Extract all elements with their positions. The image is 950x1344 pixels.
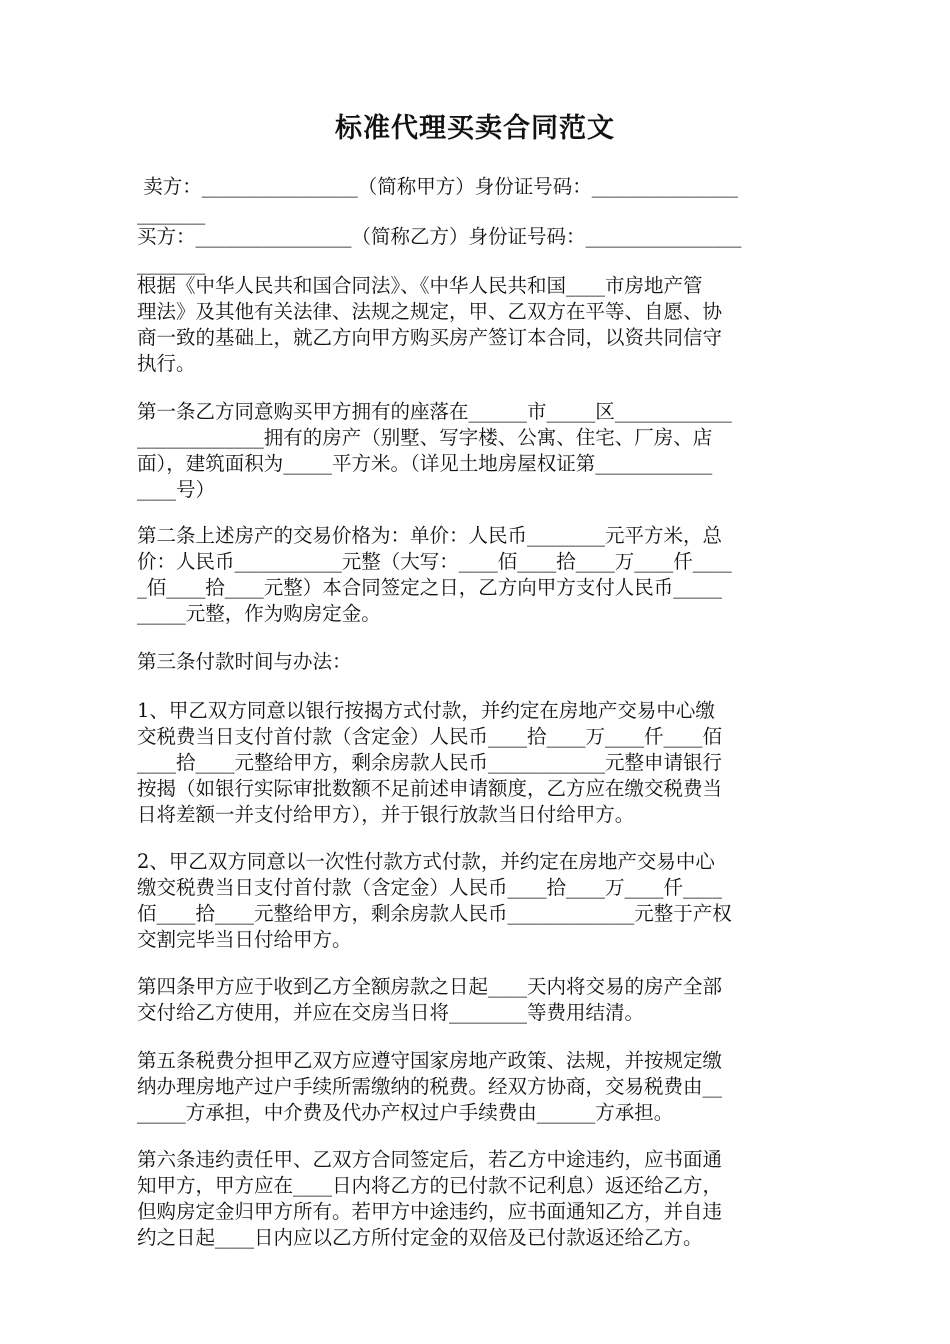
article-4-line: 第四条甲方应于收到乙方全额房款之日起____天内将交易的房产全部 [137, 975, 723, 998]
preamble-line: 商一致的基础上，就乙方向甲方购买房产签订本合同，以资共同信守 [137, 326, 723, 349]
article-2-line: _佰____拾____元整）本合同签定之日，乙方向甲方支付人民币_____ [137, 576, 723, 599]
article-5-line: 纳办理房地产过户手续所需缴纳的税费。经双方协商，交易税费由__ [137, 1075, 723, 1098]
article-3-heading: 第三条付款时间与办法： [137, 650, 352, 673]
document-title: 标准代理买卖合同范文 [335, 113, 615, 144]
seller-line: 卖方：________________（简称甲方）身份证号码：_______________ [137, 175, 738, 198]
article-3-item-1-line: 按揭（如银行实际审批数额不足前述申请额度，乙方应在缴交税费当 [137, 777, 723, 800]
article-1-line: _____________拥有的房产（别墅、写字楼、公寓、住宅、厂房、店 [137, 426, 713, 449]
article-1-line: ____号） [137, 478, 216, 501]
article-4-line: 交付给乙方使用，并应在交房当日将________等费用结清。 [137, 1001, 645, 1024]
article-6-line: 但购房定金归甲方所有。若甲方中途违约，应书面通知乙方，并自违 [137, 1200, 723, 1223]
article-5-line: _____方承担，中介费及代办产权过户手续费由______方承担。 [137, 1101, 674, 1124]
article-3-item-2-line: 交割完毕当日付给甲方。 [137, 928, 352, 951]
article-1-line: 面），建筑面积为_____平方米。（详见土地房屋权证第____________ [137, 452, 713, 475]
article-6-line: 第六条违约责任甲、乙双方合同签定后，若乙方中途违约，应书面通 [137, 1148, 723, 1171]
article-2-line: _____元整，作为购房定金。 [137, 602, 381, 625]
article-1-line: 第一条乙方同意购买甲方拥有的座落在______市_____区____________ [137, 400, 732, 423]
article-3-item-1-line: 交税费当日支付首付款（含定金）人民币____拾____万____仟____佰 [137, 725, 723, 748]
seller-line-continued: _______ [137, 202, 206, 225]
article-3-item-2-line: 缴交税费当日支付首付款（含定金）人民币____拾____万____仟____ [137, 876, 723, 899]
article-3-item-1-line: ____拾____元整给甲方，剩余房款人民币____________元整申请银行 [137, 751, 723, 774]
preamble-line: 理法》及其他有关法律、法规之规定，甲、乙双方在平等、自愿、协 [137, 300, 723, 323]
article-6-line: 知甲方，甲方应在____日内将乙方的已付款不记利息）返还给乙方， [137, 1174, 723, 1197]
article-5-line: 第五条税费分担甲乙双方应遵守国家房地产政策、法规，并按规定缴 [137, 1049, 723, 1072]
article-3-item-2-line: 佰____拾____元整给甲方，剩余房款人民币_____________元整于产权 [137, 902, 732, 925]
preamble-line: 执行。 [137, 352, 196, 375]
article-3-item-1-line: 1、甲乙双方同意以银行按揭方式付款，并约定在房地产交易中心缴 [137, 699, 715, 722]
buyer-line: 买方：________________（简称乙方）身份证号码：________________ [137, 225, 742, 248]
article-3-item-1-line: 日将差额一并支付给甲方），并于银行放款当日付给甲方。 [137, 803, 635, 826]
article-3-item-2-line: 2、甲乙双方同意以一次性付款方式付款，并约定在房地产交易中心 [137, 850, 715, 873]
article-6-line: 约之日起____日内应以乙方所付定金的双倍及已付款返还给乙方。 [137, 1226, 703, 1249]
buyer-line-continued: _______ [137, 252, 206, 275]
preamble-line: 根据《中华人民共和国合同法》、《中华人民共和国____市房地产管 [137, 274, 703, 297]
article-2-line: 第二条上述房产的交易价格为：单价：人民币________元平方米，总 [137, 524, 723, 547]
article-2-line: 价：人民币___________元整（大写：____佰____拾____万____仟____ [137, 550, 732, 573]
